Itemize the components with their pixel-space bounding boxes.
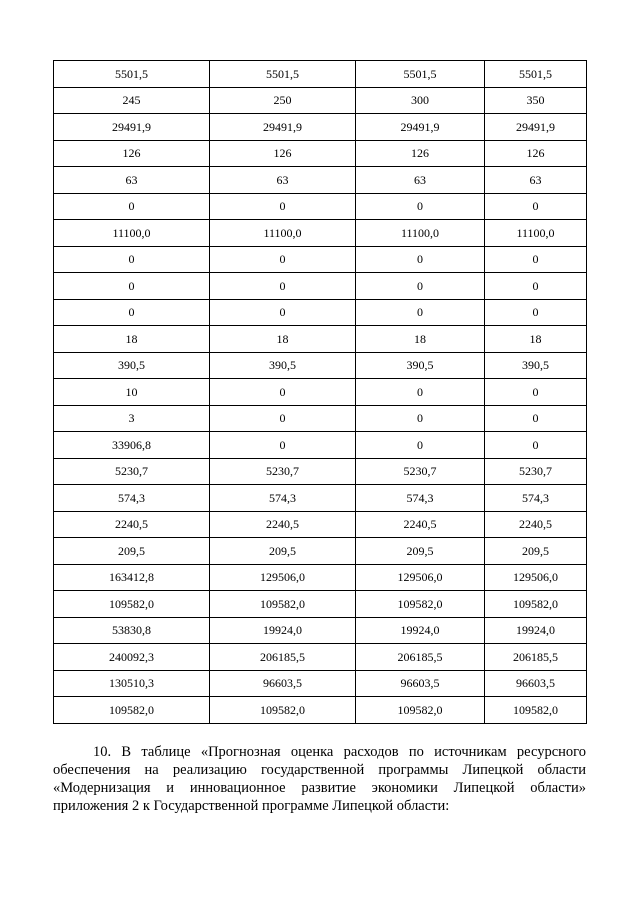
budget-table [53,60,587,724]
table-cell: 63 [210,167,356,194]
table-cell: 0 [485,299,587,326]
table-row [54,140,587,167]
table-row [54,246,587,273]
table-cell: 0 [485,432,587,459]
table-cell: 300 [356,87,485,114]
table-cell: 129506,0 [485,564,587,591]
table-cell: 2240,5 [210,511,356,538]
table-cell: 0 [210,299,356,326]
table-cell: 0 [54,246,210,273]
table-row [54,220,587,247]
table-cell: 126 [210,140,356,167]
table-row [54,432,587,459]
table-cell: 109582,0 [54,697,210,724]
table-cell: 390,5 [485,352,587,379]
table-row [54,193,587,220]
table-cell: 19924,0 [356,617,485,644]
table-cell: 0 [356,405,485,432]
table-cell: 5501,5 [54,61,210,88]
budget-table-body [54,61,587,724]
table-cell: 18 [210,326,356,353]
table-cell: 240092,3 [54,644,210,671]
table-row [54,538,587,565]
table-cell: 18 [54,326,210,353]
table-cell: 5501,5 [356,61,485,88]
table-cell: 96603,5 [485,670,587,697]
table-cell: 3 [54,405,210,432]
table-cell: 109582,0 [210,697,356,724]
table-row [54,114,587,141]
table-cell: 0 [485,193,587,220]
table-cell: 109582,0 [210,591,356,618]
table-cell: 390,5 [356,352,485,379]
table-cell: 109582,0 [54,591,210,618]
table-cell: 109582,0 [485,591,587,618]
table-cell: 11100,0 [210,220,356,247]
table-cell: 0 [54,193,210,220]
table-cell: 53830,8 [54,617,210,644]
table-cell: 206185,5 [210,644,356,671]
table-cell: 0 [210,246,356,273]
table-row [54,167,587,194]
table-row [54,485,587,512]
table-cell: 209,5 [210,538,356,565]
table-row [54,511,587,538]
table-cell: 0 [54,273,210,300]
table-cell: 126 [485,140,587,167]
table-row [54,273,587,300]
table-row [54,379,587,406]
table-cell: 0 [210,193,356,220]
paragraph-10 [53,743,586,815]
table-cell: 0 [356,273,485,300]
table-cell: 0 [485,273,587,300]
table-cell: 5501,5 [485,61,587,88]
table-cell: 574,3 [356,485,485,512]
table-cell: 5230,7 [485,458,587,485]
table-row [54,61,587,88]
table-cell: 2240,5 [356,511,485,538]
table-cell: 350 [485,87,587,114]
table-cell: 5230,7 [356,458,485,485]
table-cell: 33906,8 [54,432,210,459]
table-cell: 5501,5 [210,61,356,88]
table-cell: 574,3 [485,485,587,512]
table-cell: 390,5 [54,352,210,379]
table-cell: 18 [356,326,485,353]
table-cell: 0 [356,299,485,326]
table-cell: 19924,0 [485,617,587,644]
table-cell: 11100,0 [356,220,485,247]
table-cell: 163412,8 [54,564,210,591]
table-cell: 206185,5 [485,644,587,671]
table-cell: 574,3 [210,485,356,512]
table-row [54,644,587,671]
table-cell: 209,5 [54,538,210,565]
table-cell: 0 [210,379,356,406]
table-cell: 96603,5 [356,670,485,697]
table-row [54,617,587,644]
table-cell: 0 [485,246,587,273]
table-cell: 5230,7 [210,458,356,485]
table-cell: 29491,9 [356,114,485,141]
table-cell: 0 [210,432,356,459]
table-row [54,670,587,697]
table-row [54,458,587,485]
table-cell: 126 [356,140,485,167]
table-cell: 0 [54,299,210,326]
table-cell: 109582,0 [356,591,485,618]
table-cell: 209,5 [356,538,485,565]
table-cell: 63 [356,167,485,194]
table-cell: 63 [54,167,210,194]
table-cell: 11100,0 [485,220,587,247]
table-cell: 18 [485,326,587,353]
table-cell: 109582,0 [356,697,485,724]
table-cell: 0 [356,379,485,406]
table-cell: 206185,5 [356,644,485,671]
table-cell: 11100,0 [54,220,210,247]
table-cell: 129506,0 [356,564,485,591]
table-cell: 29491,9 [210,114,356,141]
table-cell: 2240,5 [54,511,210,538]
table-cell: 0 [485,405,587,432]
table-row [54,697,587,724]
table-cell: 29491,9 [485,114,587,141]
table-row [54,564,587,591]
table-cell: 126 [54,140,210,167]
table-cell: 0 [210,273,356,300]
table-cell: 209,5 [485,538,587,565]
table-cell: 0 [356,193,485,220]
table-cell: 19924,0 [210,617,356,644]
table-cell: 63 [485,167,587,194]
table-row [54,405,587,432]
table-row [54,326,587,353]
table-row [54,591,587,618]
table-cell: 109582,0 [485,697,587,724]
table-cell: 2240,5 [485,511,587,538]
table-cell: 0 [210,405,356,432]
table-cell: 0 [485,379,587,406]
table-row [54,299,587,326]
table-row [54,352,587,379]
table-row [54,87,587,114]
table-cell: 129506,0 [210,564,356,591]
table-cell: 130510,3 [54,670,210,697]
table-cell: 10 [54,379,210,406]
table-cell: 245 [54,87,210,114]
table-cell: 5230,7 [54,458,210,485]
table-cell: 574,3 [54,485,210,512]
paragraph-10-text: 10. В таблице «Прогнозная оценка расходов по источникам ресурсного обеспечения на реализацию государственной программы Липецкой области «Модернизация и инновационное развитие экономики Липецкой области» приложения 2 к Государственной программе Липецкой области: [53,744,586,814]
table-cell: 96603,5 [210,670,356,697]
table-cell: 29491,9 [54,114,210,141]
table-cell: 250 [210,87,356,114]
table-cell: 390,5 [210,352,356,379]
table-cell: 0 [356,432,485,459]
table-cell: 0 [356,246,485,273]
